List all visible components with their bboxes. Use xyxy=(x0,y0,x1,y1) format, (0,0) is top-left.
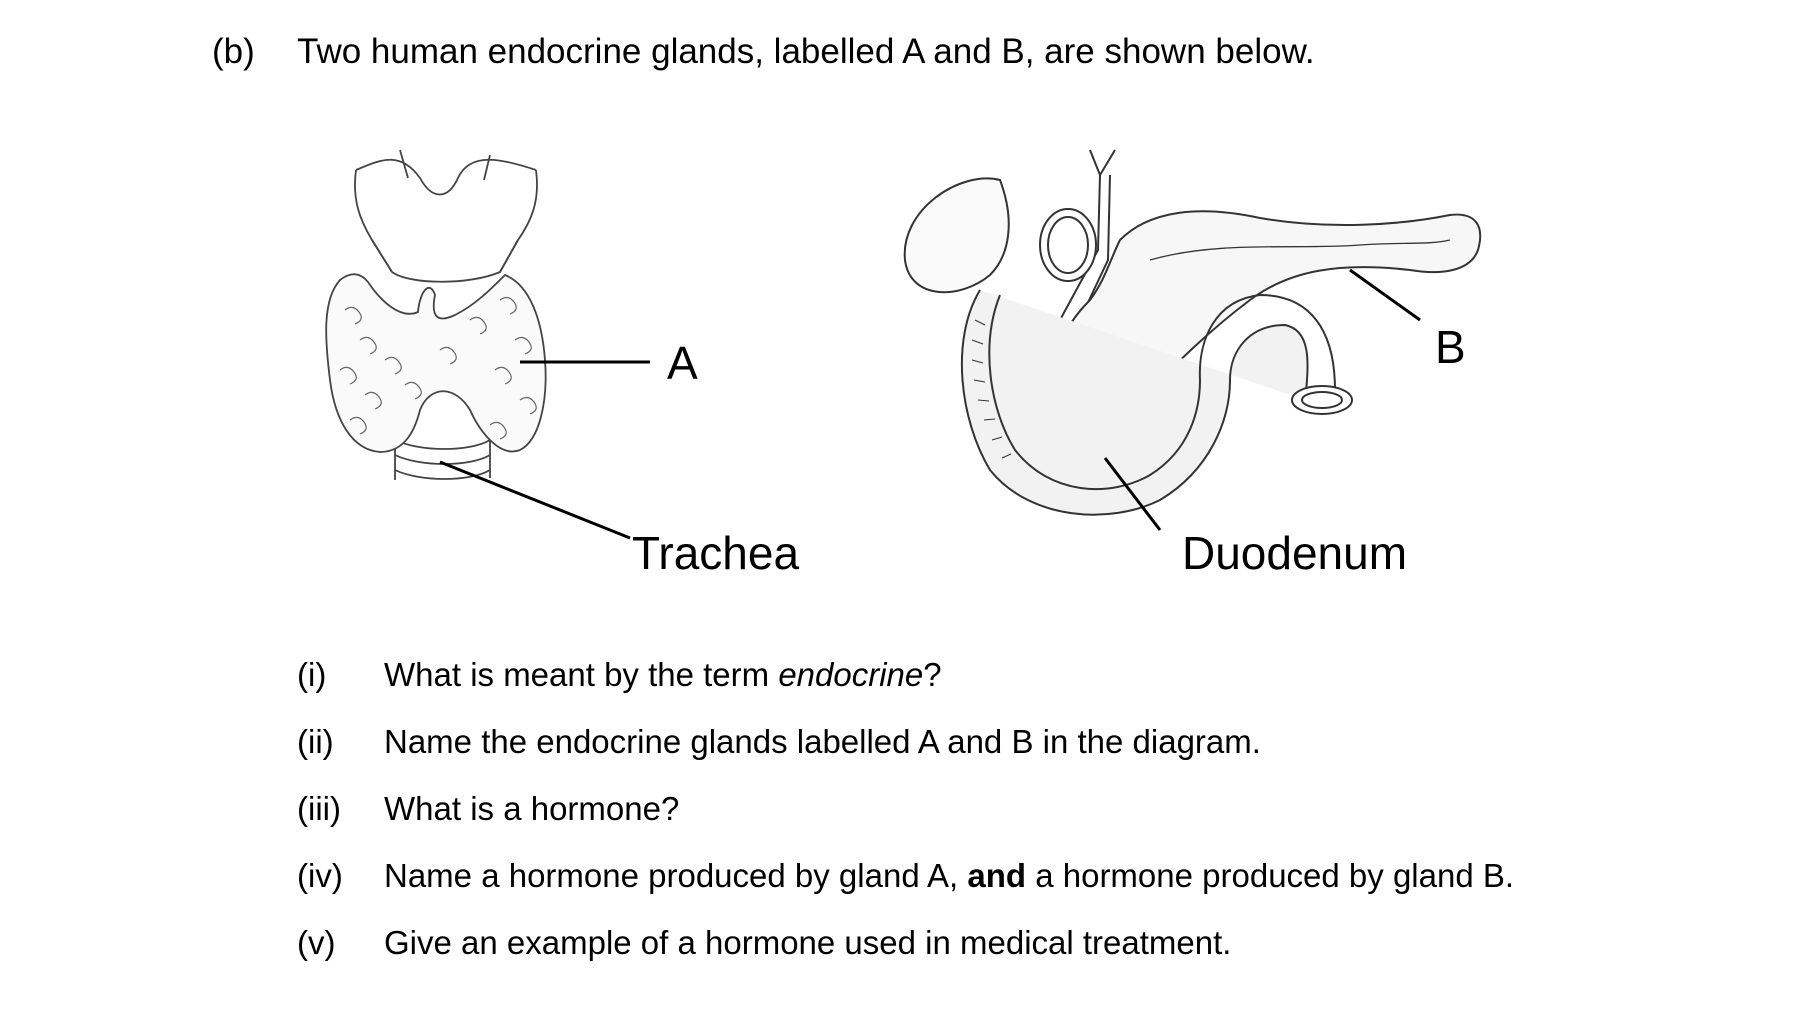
subquestion-number: (iv) xyxy=(297,857,343,894)
question-text: Two human endocrine glands, labelled A and B, are shown below. xyxy=(297,32,1315,71)
subquestion-number: (iii) xyxy=(297,790,341,827)
subquestion-text: Name the endocrine glands labelled A and B in the diagram. xyxy=(384,723,1261,760)
subquestion-text xyxy=(384,857,1514,895)
subquestion-number: (v) xyxy=(297,924,336,961)
gland-a-label: A xyxy=(667,337,698,389)
subquestion-text-part: What is meant by the term xyxy=(384,656,779,693)
subquestion-text xyxy=(384,656,942,694)
duodenum-label: Duodenum xyxy=(1182,527,1408,579)
subquestion-text-part: a hormone produced by gland B. xyxy=(1026,857,1515,894)
subquestion-text-part: ? xyxy=(923,656,942,693)
subquestion-text: What is a hormone? xyxy=(384,790,680,827)
gland-b-pointer xyxy=(1350,270,1420,320)
subquestion-number: (i) xyxy=(297,656,327,693)
subquestion-text-part: Name a hormone produced by gland A, xyxy=(384,857,968,894)
trachea-label: Trachea xyxy=(632,527,800,579)
subquestion-bold-word: and xyxy=(967,857,1027,894)
pancreas-drawing xyxy=(905,150,1480,515)
thyroid-drawing xyxy=(326,150,545,480)
trachea-pointer xyxy=(440,462,630,538)
subquestion-number: (ii) xyxy=(297,723,334,760)
subquestion-text: Give an example of a hormone used in medical treatment. xyxy=(384,924,1232,961)
gland-b-label: B xyxy=(1435,321,1466,373)
question-label: (b) xyxy=(212,32,255,71)
subquestion-italic-term: endocrine xyxy=(778,656,924,693)
